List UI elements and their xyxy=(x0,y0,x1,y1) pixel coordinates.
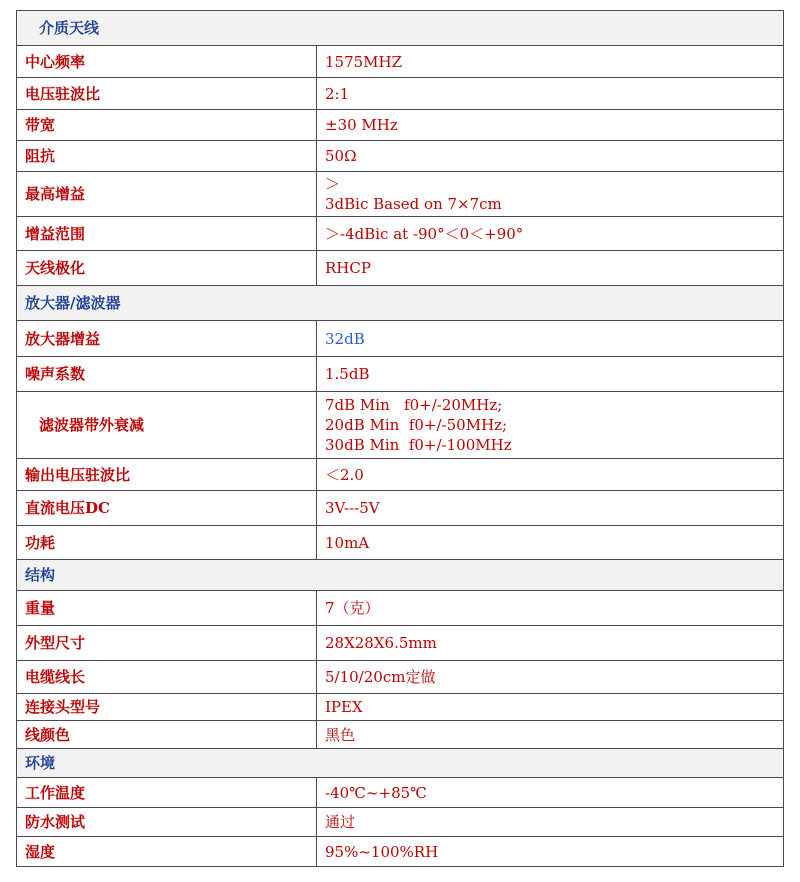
table-row xyxy=(17,778,784,808)
spec-value: 1.5dB xyxy=(317,357,784,392)
spec-value: 5/10/20cm定做 xyxy=(317,661,784,694)
spec-value xyxy=(317,172,784,217)
spec-value: RHCP xyxy=(317,251,784,286)
spec-value: 3V---5V xyxy=(317,491,784,526)
spec-label: 放大器增益 xyxy=(17,321,317,357)
spec-label: 工作温度 xyxy=(17,778,317,808)
table-row xyxy=(17,626,784,661)
table-row xyxy=(17,721,784,749)
table-row xyxy=(17,591,784,626)
section-title: 环境 xyxy=(17,749,784,778)
spec-label: 功耗 xyxy=(17,526,317,560)
spec-label: 输出电压驻波比 xyxy=(17,459,317,491)
spec-label: 带宽 xyxy=(17,110,317,141)
table-row xyxy=(17,141,784,172)
table-row xyxy=(17,110,784,141)
section-title: 放大器/滤波器 xyxy=(17,286,784,321)
spec-value: 7（克） xyxy=(317,591,784,626)
spec-label: 外型尺寸 xyxy=(17,626,317,661)
section-header-row xyxy=(17,286,784,321)
section-title: 结构 xyxy=(17,560,784,591)
spec-value: 50Ω xyxy=(317,141,784,172)
section-header-row xyxy=(17,749,784,778)
spec-value-text: 7dB Min f0+/-20MHz; 20dB Min f0+/-50MHz; 30dB Min f0+/-100MHz xyxy=(325,396,512,454)
spec-value-text: ＞ 3dBic Based on 7×7cm xyxy=(325,175,502,213)
spec-label: 湿度 xyxy=(17,837,317,867)
table-row xyxy=(17,459,784,491)
spec-value: 通过 xyxy=(317,808,784,837)
table-row xyxy=(17,526,784,560)
table-row xyxy=(17,392,784,459)
spec-value: 32dB xyxy=(317,321,784,357)
table-row xyxy=(17,694,784,721)
spec-value: IPEX xyxy=(317,694,784,721)
spec-label: 线颜色 xyxy=(17,721,317,749)
spec-value: -40℃~+85℃ xyxy=(317,778,784,808)
section-title: 介质天线 xyxy=(17,11,784,46)
spec-label: 连接头型号 xyxy=(17,694,317,721)
table-row xyxy=(17,251,784,286)
spec-label: 噪声系数 xyxy=(17,357,317,392)
table-row xyxy=(17,808,784,837)
spec-label: 重量 xyxy=(17,591,317,626)
spec-label: 防水测试 xyxy=(17,808,317,837)
table-row xyxy=(17,172,784,217)
spec-value: 95%~100%RH xyxy=(317,837,784,867)
table-row xyxy=(17,661,784,694)
spec-label: 中心频率 xyxy=(17,46,317,78)
spec-label: 滤波器带外衰减 xyxy=(17,392,317,459)
table-row xyxy=(17,357,784,392)
spec-value: ＞-4dBic at -90°＜0＜+90° xyxy=(317,217,784,251)
table-row xyxy=(17,217,784,251)
table-row xyxy=(17,837,784,867)
spec-value: ＜2.0 xyxy=(317,459,784,491)
spec-label: 电缆线长 xyxy=(17,661,317,694)
spec-label: 最高增益 xyxy=(17,172,317,217)
spec-value: 28X28X6.5mm xyxy=(317,626,784,661)
spec-table xyxy=(16,10,784,867)
spec-label: 阻抗 xyxy=(17,141,317,172)
spec-label: 电压驻波比 xyxy=(17,78,317,110)
table-row xyxy=(17,321,784,357)
spec-value xyxy=(317,392,784,459)
spec-label: 天线极化 xyxy=(17,251,317,286)
spec-value: 2:1 xyxy=(317,78,784,110)
spec-value: 黑色 xyxy=(317,721,784,749)
spec-label: 增益范围 xyxy=(17,217,317,251)
table-row xyxy=(17,46,784,78)
table-row xyxy=(17,78,784,110)
spec-label: 直流电压DC xyxy=(17,491,317,526)
section-header-row xyxy=(17,11,784,46)
table-row xyxy=(17,491,784,526)
spec-value: 1575MHZ xyxy=(317,46,784,78)
section-header-row xyxy=(17,560,784,591)
spec-value: ±30 MHz xyxy=(317,110,784,141)
spec-value: 10mA xyxy=(317,526,784,560)
